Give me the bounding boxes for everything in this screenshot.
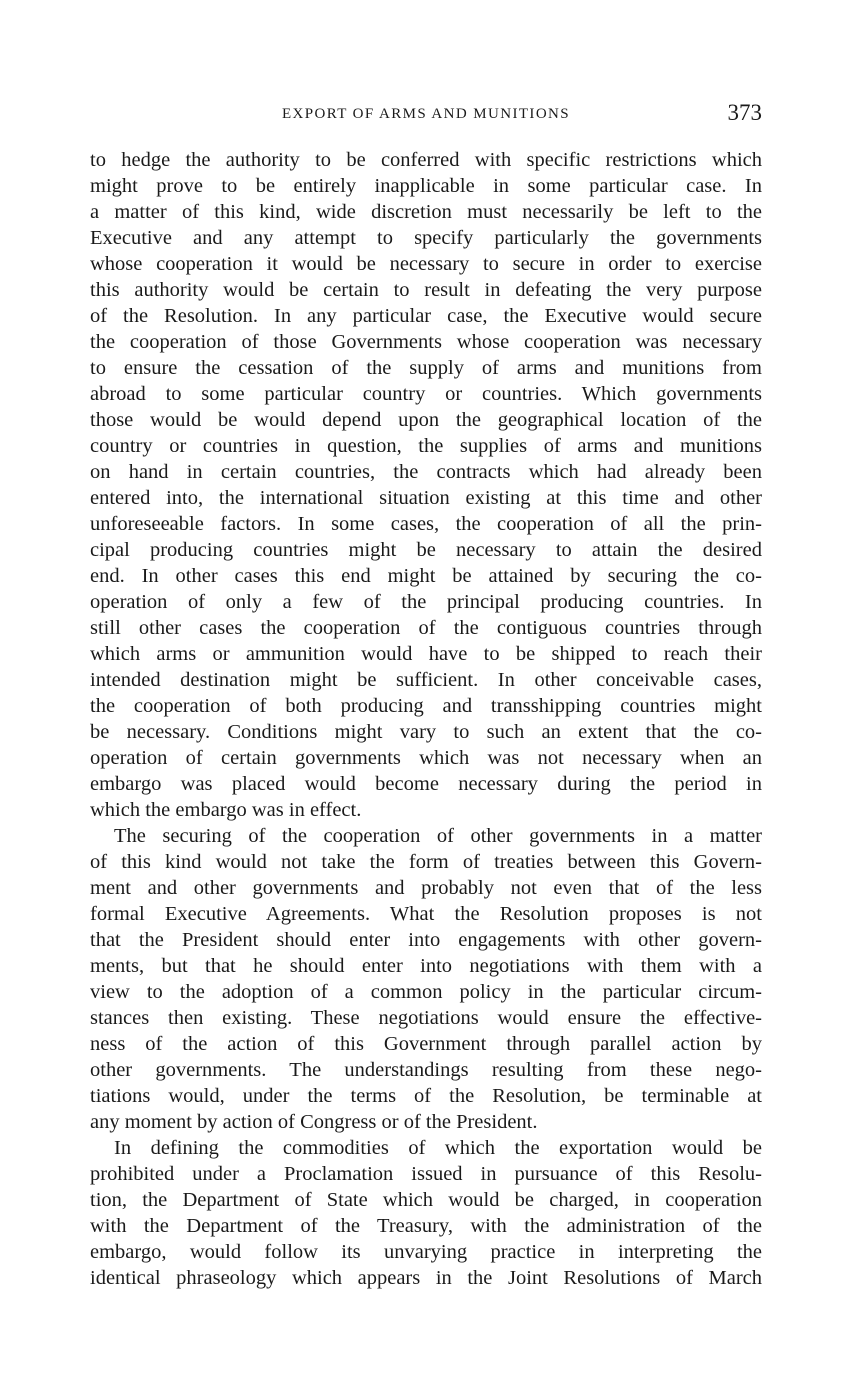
text-line: whose cooperation it would be necessary to secure in order to exercise [90, 253, 762, 275]
text-line: embargo, would follow its unvarying practice in interpreting the [90, 1241, 762, 1263]
text-line: of the Resolution. In any particular case, the Executive would secure [90, 305, 762, 327]
text-line: ment and other governments and probably not even that of the less [90, 877, 762, 899]
text-line: country or countries in question, the supplies of arms and munitions [90, 435, 762, 457]
text-line: to ensure the cessation of the supply of arms and munitions from [90, 357, 762, 379]
text-line: other governments. The understandings resulting from these nego- [90, 1059, 762, 1081]
text-line: identical phraseology which appears in the Joint Resolutions of March [90, 1267, 762, 1289]
paragraph [90, 147, 762, 823]
text-line: operation of certain governments which was not necessary when an [90, 747, 762, 769]
text-line: the cooperation of both producing and transshipping countries might [90, 695, 762, 717]
text-line: operation of only a few of the principal producing countries. In [90, 591, 762, 613]
text-line: stances then existing. These negotiations would ensure the effective- [90, 1007, 762, 1029]
text-line: that the President should enter into engagements with other govern- [90, 929, 762, 951]
text-line: unforeseeable factors. In some cases, the cooperation of all the prin- [90, 513, 762, 535]
text-line: ness of the action of this Government through parallel action by [90, 1033, 762, 1055]
text-line: The securing of the cooperation of other governments in a matter [114, 825, 762, 847]
text-line: of this kind would not take the form of treaties between this Govern- [90, 851, 762, 873]
text-line: end. In other cases this end might be attained by securing the co- [90, 565, 762, 587]
text-line: any moment by action of Congress or of the President. [90, 1111, 538, 1133]
running-head: EXPORT OF ARMS AND MUNITIONS [281, 106, 571, 122]
body-text [90, 147, 762, 1291]
text-line: tiations would, under the terms of the Resolution, be terminable at [90, 1085, 762, 1107]
text-line: a matter of this kind, wide discretion must necessarily be left to the [90, 201, 762, 223]
text-line: formal Executive Agreements. What the Resolution proposes is not [90, 903, 762, 925]
text-line: on hand in certain countries, the contracts which had already been [90, 461, 762, 483]
page-number: 373 [727, 100, 762, 125]
text-line: to hedge the authority to be conferred with specific restrictions which [90, 149, 762, 171]
text-line: entered into, the international situation existing at this time and other [90, 487, 762, 509]
text-line: with the Department of the Treasury, with the administration of the [90, 1215, 762, 1237]
text-line: view to the adoption of a common policy in the particular circum- [90, 981, 762, 1003]
text-line: abroad to some particular country or countries. Which governments [90, 383, 762, 405]
page-header [90, 100, 762, 134]
text-line: be necessary. Conditions might vary to such an extent that the co- [90, 721, 762, 743]
text-line: this authority would be certain to result in defeating the very purpose [90, 279, 762, 301]
text-line: might prove to be entirely inapplicable in some particular case. In [90, 175, 762, 197]
text-line: which arms or ammunition would have to be shipped to reach their [90, 643, 762, 665]
text-line: prohibited under a Proclamation issued in pursuance of this Resolu- [90, 1163, 762, 1185]
text-line: cipal producing countries might be necessary to attain the desired [90, 539, 762, 561]
paragraph [90, 1135, 762, 1291]
text-line: those would be would depend upon the geographical location of the [90, 409, 762, 431]
paragraph [90, 823, 762, 1135]
text-line: which the embargo was in effect. [90, 799, 362, 821]
text-line: still other cases the cooperation of the contiguous countries through [90, 617, 762, 639]
text-line: Executive and any attempt to specify particularly the governments [90, 227, 762, 249]
text-line: In defining the commodities of which the exportation would be [114, 1137, 762, 1159]
text-line: the cooperation of those Governments whose cooperation was necessary [90, 331, 762, 353]
text-line: intended destination might be sufficient. In other conceivable cases, [90, 669, 762, 691]
text-line: embargo was placed would become necessary during the period in [90, 773, 762, 795]
text-line: ments, but that he should enter into negotiations with them with a [90, 955, 762, 977]
text-line: tion, the Department of State which would be charged, in cooperation [90, 1189, 762, 1211]
